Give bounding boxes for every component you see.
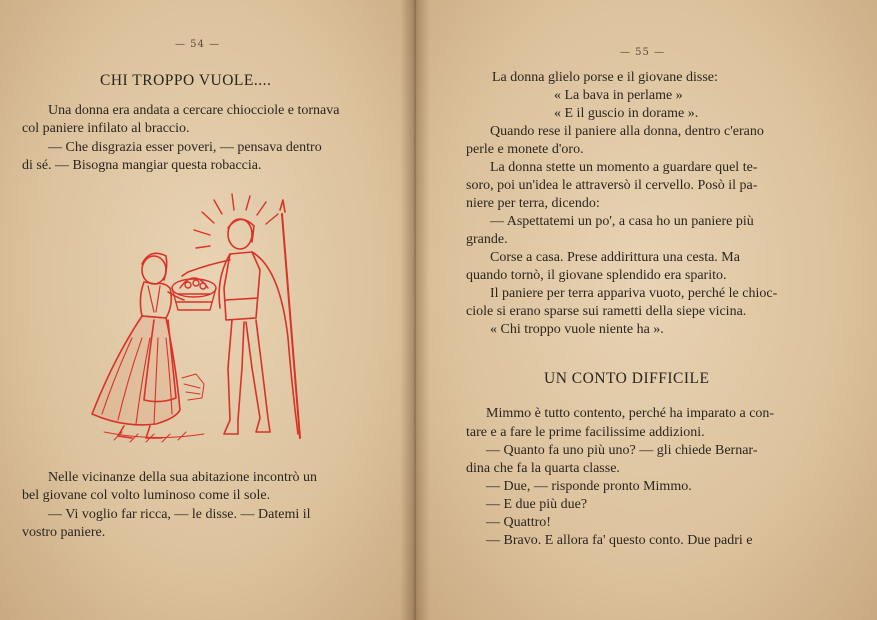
left-page [0, 0, 414, 620]
text-line: « E il guscio in dorame ». [554, 106, 699, 121]
text-line: — Quattro! [486, 515, 551, 530]
page-number: — 55 — [620, 47, 666, 58]
text-line: La donna glielo porse e il giovane disse: [492, 70, 718, 85]
text-line: quando tornò, il giovane splendido era sparito. [466, 268, 727, 283]
text-line: « La bava in perlame » [554, 88, 683, 103]
right-page [414, 0, 877, 620]
text-line: — Vi voglio far ricca, — le disse. — Datemi il [48, 507, 311, 522]
text-line: Mimmo è tutto contento, perché ha imparato a con- [486, 406, 775, 421]
text-line: — Quanto fa uno più uno? — gli chiede Bernar- [486, 443, 758, 458]
text-line: — Che disgrazia esser poveri, — pensava dentro [48, 140, 322, 155]
text-line: « Chi troppo vuole niente ha ». [490, 322, 664, 337]
page-number: — 54 — [175, 39, 221, 50]
text-line: — Due, — risponde pronto Mimmo. [486, 479, 692, 494]
basket [172, 278, 216, 310]
text-line: vostro paniere. [22, 525, 106, 540]
woman-and-radiant-youth-illustration [84, 188, 314, 458]
text-line: Nelle vicinanze della sua abitazione incontrò un [48, 470, 318, 485]
text-line: Una donna era andata a cercare chiocciole e tornava [48, 103, 340, 118]
text-line: La donna stette un momento a guardare quel te- [490, 160, 758, 175]
text-line: niere per terra, dicendo: [466, 196, 600, 211]
text-line: — Bravo. E allora fa' questo conto. Due padri e [486, 533, 753, 548]
text-line: ciole si erano sparse sui rametti della siepe vicina. [466, 304, 747, 319]
text-line: col paniere infilato al braccio. [22, 121, 190, 136]
text-line: bel giovane col volto luminoso come il sole. [22, 488, 271, 503]
text-line: Quando rese il paniere alla donna, dentro c'erano [490, 124, 764, 139]
text-line: tare e a fare le prime facilissime addizioni. [466, 425, 705, 440]
story-title: CHI TROPPO VUOLE.... [100, 72, 272, 89]
text-line: dina che fa la quarta classe. [466, 461, 620, 476]
text-line: perle e monete d'oro. [466, 142, 584, 157]
text-line: Il paniere per terra appariva vuoto, perché le chioc- [490, 286, 778, 301]
text-line: grande. [466, 232, 508, 247]
text-line: Corse a casa. Prese addirittura una cesta. Ma [490, 250, 740, 265]
text-line: — E due più due? [486, 497, 588, 512]
text-line: — Aspettatemi un po', a casa ho un paniere più [490, 214, 754, 229]
story-title: UN CONTO DIFFICILE [544, 370, 710, 387]
text-line: di sé. — Bisogna mangiar questa robaccia. [22, 158, 262, 173]
book-gutter [400, 0, 430, 620]
text-line: soro, poi un'idea le attraversò il cervello. Posò il pa- [466, 178, 758, 193]
